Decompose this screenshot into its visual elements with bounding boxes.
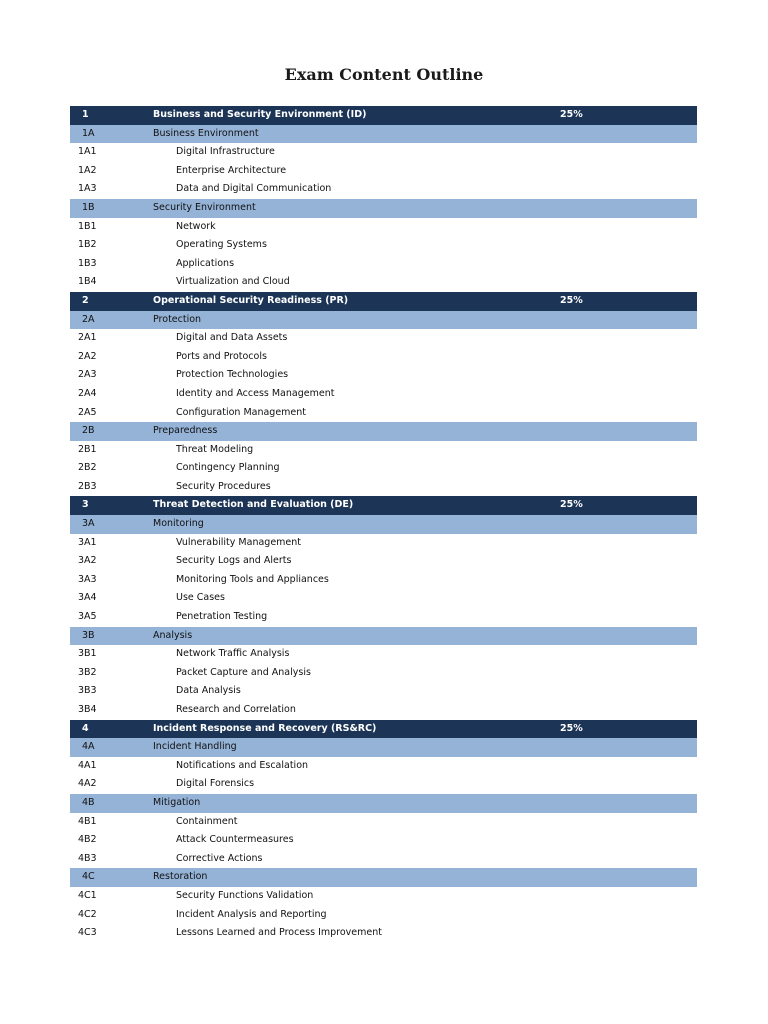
- subdomain-row: [70, 515, 697, 534]
- task-title: Monitoring Tools and Appliances: [176, 573, 329, 585]
- task-code: 1B2: [78, 239, 97, 251]
- task-code: 3A3: [78, 573, 97, 585]
- task-title: Threat Modeling: [176, 443, 254, 455]
- domain-row: [70, 106, 697, 125]
- subdomain-code: 4B: [82, 796, 95, 808]
- domain-row: [70, 720, 697, 739]
- subdomain-title: Protection: [153, 313, 202, 325]
- task-title: Digital Forensics: [176, 778, 255, 790]
- task-title: Vulnerability Management: [176, 536, 302, 548]
- task-row: [70, 162, 697, 181]
- domain-code: 4: [82, 722, 89, 734]
- task-code: 2A1: [78, 332, 97, 344]
- task-row: [70, 924, 697, 943]
- task-row: [70, 813, 697, 832]
- subdomain-row: [70, 794, 697, 813]
- subdomain-title: Restoration: [153, 871, 208, 883]
- task-row: [70, 757, 697, 776]
- subdomain-row: [70, 311, 697, 330]
- task-row: [70, 404, 697, 423]
- subdomain-title: Incident Handling: [153, 741, 237, 753]
- task-code: 3A1: [78, 536, 97, 548]
- task-row: [70, 348, 697, 367]
- task-code: 3A2: [78, 555, 97, 567]
- task-code: 1B3: [78, 257, 97, 269]
- task-row: [70, 143, 697, 162]
- domain-code: 3: [82, 499, 89, 511]
- task-code: 2A2: [78, 350, 97, 362]
- domain-title: Incident Response and Recovery (RS&RC): [153, 722, 377, 734]
- exam-outline-table: [70, 106, 697, 943]
- task-code: 1A3: [78, 183, 97, 195]
- task-row: [70, 608, 697, 627]
- task-title: Identity and Access Management: [176, 387, 335, 399]
- task-row: [70, 664, 697, 683]
- task-row: [70, 273, 697, 292]
- domain-code: 1: [82, 109, 89, 120]
- task-title: Network: [176, 220, 216, 232]
- domain-row: [70, 496, 697, 515]
- subdomain-row: [70, 868, 697, 887]
- task-title: Enterprise Architecture: [176, 164, 287, 176]
- subdomain-row: [70, 199, 697, 218]
- subdomain-row: [70, 738, 697, 757]
- page-title: Exam Content Outline: [284, 65, 484, 84]
- subdomain-row: [70, 125, 697, 144]
- task-code: 2A3: [78, 369, 97, 381]
- task-title: Packet Capture and Analysis: [176, 666, 311, 678]
- domain-title: Business and Security Environment (ID): [153, 109, 367, 120]
- domain-row: [70, 292, 697, 311]
- task-title: Contingency Planning: [176, 462, 280, 474]
- task-row: [70, 478, 697, 497]
- subdomain-title: Preparedness: [153, 425, 218, 437]
- domain-code: 2: [82, 294, 89, 306]
- task-title: Incident Analysis and Reporting: [176, 908, 327, 920]
- subdomain-title: Monitoring: [153, 518, 204, 530]
- task-row: [70, 645, 697, 664]
- subdomain-title: Security Environment: [153, 201, 256, 213]
- task-code: 4B2: [78, 834, 97, 846]
- task-title: Data Analysis: [176, 685, 241, 697]
- subdomain-title: Analysis: [153, 629, 193, 641]
- subdomain-code: 2A: [82, 313, 95, 325]
- task-title: Security Logs and Alerts: [176, 555, 292, 567]
- subdomain-row: [70, 422, 697, 441]
- task-row: [70, 906, 697, 925]
- task-code: 2A4: [78, 387, 97, 399]
- task-code: 2A5: [78, 406, 97, 418]
- task-title: Security Functions Validation: [176, 889, 314, 901]
- task-code: 3B4: [78, 704, 97, 715]
- task-code: 3A5: [78, 611, 97, 623]
- subdomain-code: 3A: [82, 518, 95, 530]
- task-title: Use Cases: [176, 592, 225, 604]
- task-code: 4B3: [78, 852, 97, 864]
- task-code: 2B1: [78, 443, 97, 455]
- task-title: Digital and Data Assets: [176, 332, 288, 344]
- task-title: Penetration Testing: [176, 611, 268, 623]
- task-title: Lessons Learned and Process Improvement: [176, 927, 382, 939]
- task-title: Security Procedures: [176, 480, 271, 492]
- task-title: Network Traffic Analysis: [176, 648, 290, 660]
- task-code: 4A1: [78, 759, 97, 771]
- task-code: 4B1: [78, 815, 97, 827]
- task-code: 4A2: [78, 778, 97, 790]
- task-code: 4C2: [78, 908, 97, 920]
- task-title: Configuration Management: [176, 406, 307, 418]
- domain-weight: 25%: [560, 294, 583, 306]
- subdomain-code: 1B: [82, 201, 95, 213]
- task-row: [70, 366, 697, 385]
- task-code: 1A2: [78, 164, 97, 176]
- domain-weight: 25%: [560, 722, 583, 734]
- subdomain-code: 4A: [82, 741, 95, 753]
- domain-title: Operational Security Readiness (PR): [153, 294, 349, 306]
- task-code: 1A1: [78, 146, 97, 158]
- task-row: [70, 459, 697, 478]
- task-title: Operating Systems: [176, 239, 267, 251]
- task-code: 3B1: [78, 648, 97, 660]
- task-title: Notifications and Escalation: [176, 759, 309, 771]
- task-code: 1B4: [78, 276, 97, 288]
- task-row: [70, 850, 697, 869]
- task-row: [70, 255, 697, 274]
- task-title: Corrective Actions: [176, 852, 263, 864]
- task-row: [70, 589, 697, 608]
- task-code: 3A4: [78, 592, 97, 604]
- task-code: 3B3: [78, 685, 97, 697]
- subdomain-code: 3B: [82, 629, 95, 641]
- task-title: Research and Correlation: [176, 704, 296, 715]
- task-title: Containment: [176, 815, 238, 827]
- task-title: Data and Digital Communication: [176, 183, 332, 195]
- task-row: [70, 329, 697, 348]
- domain-weight: 25%: [560, 109, 583, 120]
- task-row: [70, 571, 697, 590]
- domain-weight: 25%: [560, 499, 583, 511]
- task-row: [70, 701, 697, 720]
- subdomain-code: 2B: [82, 425, 95, 437]
- subdomain-row: [70, 627, 697, 646]
- subdomain-title: Mitigation: [153, 796, 201, 808]
- task-row: [70, 887, 697, 906]
- task-title: Protection Technologies: [176, 369, 289, 381]
- task-code: 2B2: [78, 462, 97, 474]
- task-title: Attack Countermeasures: [176, 834, 294, 846]
- task-code: 3B2: [78, 666, 97, 678]
- task-row: [70, 236, 697, 255]
- task-row: [70, 775, 697, 794]
- task-title: Ports and Protocols: [176, 350, 267, 362]
- task-row: [70, 534, 697, 553]
- task-row: [70, 682, 697, 701]
- task-title: Applications: [176, 257, 235, 269]
- domain-title: Threat Detection and Evaluation (DE): [153, 499, 354, 511]
- task-code: 1B1: [78, 220, 97, 232]
- task-row: [70, 831, 697, 850]
- task-row: [70, 441, 697, 460]
- task-row: [70, 218, 697, 237]
- task-row: [70, 180, 697, 199]
- subdomain-code: 1A: [82, 127, 95, 139]
- subdomain-code: 4C: [82, 871, 95, 883]
- task-row: [70, 552, 697, 571]
- task-title: Digital Infrastructure: [176, 146, 275, 158]
- task-row: [70, 385, 697, 404]
- task-title: Virtualization and Cloud: [176, 276, 290, 288]
- task-code: 2B3: [78, 480, 97, 492]
- task-code: 4C3: [78, 927, 97, 939]
- task-code: 4C1: [78, 889, 97, 901]
- subdomain-title: Business Environment: [153, 127, 259, 139]
